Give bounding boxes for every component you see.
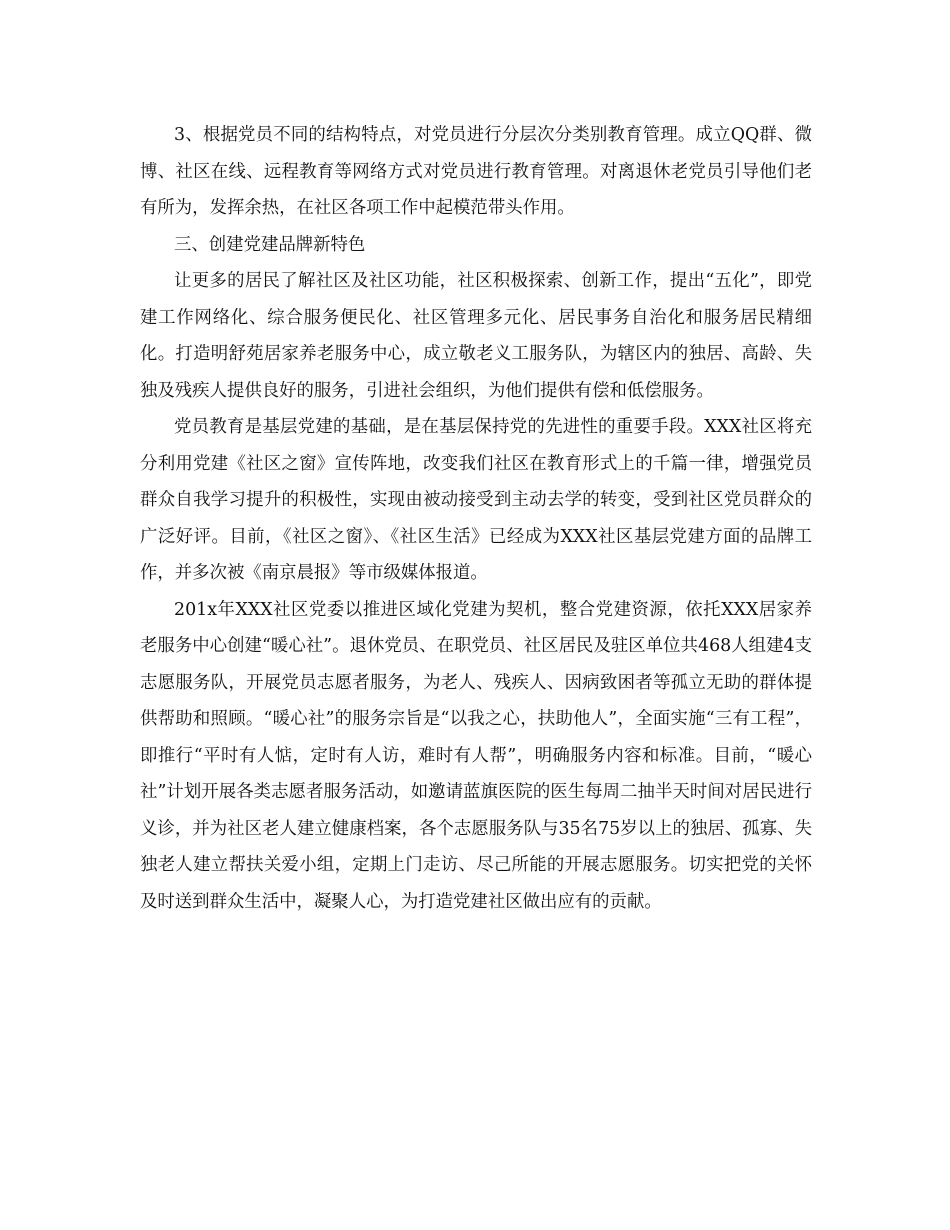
paragraph-five-modernizations: 让更多的居民了解社区及社区功能，社区积极探索、创新工作，提出“五化”，即党建工作网络化、综合服务便民化、社区管理多元化、居民事务自治化和服务居民精细化。打造明舒苑居家养老服务中心，成立敬老义工服务队，为辖区内的独居、高龄、失独及残疾人提供良好的服务，引进社会组织，为他们提供有偿和低偿服务。 bbox=[140, 271, 812, 401]
section-heading: 三、创建党建品牌新特色 bbox=[174, 234, 366, 255]
paragraph-warm-heart-society: 201x年XXX社区党委以推进区域化党建为契机，整合党建资源，依托XXX居家养老服务中心创建“暖心社”。退休党员、在职党员、社区居民及驻区单位共468人组建4支志愿服务队，开展党员志愿者服务，为老人、残疾人、因病致困者等孤立无助的群体提供帮助和照顾。“暖心社”的服务宗旨是“以我之心，扶助他人”，全面实施“三有工程”，即推行“平时有人惦，定时有人访，难时有人帮”，明确服务内容和标准。目前，“暖心社”计划开展各类志愿者服务活动，如邀请蓝旗医院的医生每周二抽半天时间对居民进行义诊，并为社区老人建立健康档案，各个志愿服务队与35名75岁以上的独居、孤寡、失独老人建立帮扶关爱小组，定期上门走访、尽己所能的开展志愿服务。切实把党的关怀及时送到群众生活中，凝聚人心，为打造党建社区做出应有的贡献。 bbox=[140, 599, 812, 912]
paragraph-party-education: 党员教育是基层党建的基础，是在基层保持党的先进性的重要手段。XXX社区将充分利用党建《社区之窗》宣传阵地，改变我们社区在教育形式上的千篇一律，增强党员群众自我学习提升的积极性，实现由被动接受到主动去学的转变，受到社区党员群众的广泛好评。目前，《社区之窗》、《社区生活》已经成为XXX社区基层党建方面的品牌工作，并多次被《南京晨报》等市级媒体报道。 bbox=[140, 417, 812, 583]
document-body bbox=[140, 117, 812, 920]
paragraph-education-management: 3、根据党员不同的结构特点，对党员进行分层次分类别教育管理。成立QQ群、微博、社区在线、远程教育等网络方式对党员进行教育管理。对离退休老党员引导他们老有所为，发挥余热，在社区各项工作中起模范带头作用。 bbox=[140, 125, 812, 218]
